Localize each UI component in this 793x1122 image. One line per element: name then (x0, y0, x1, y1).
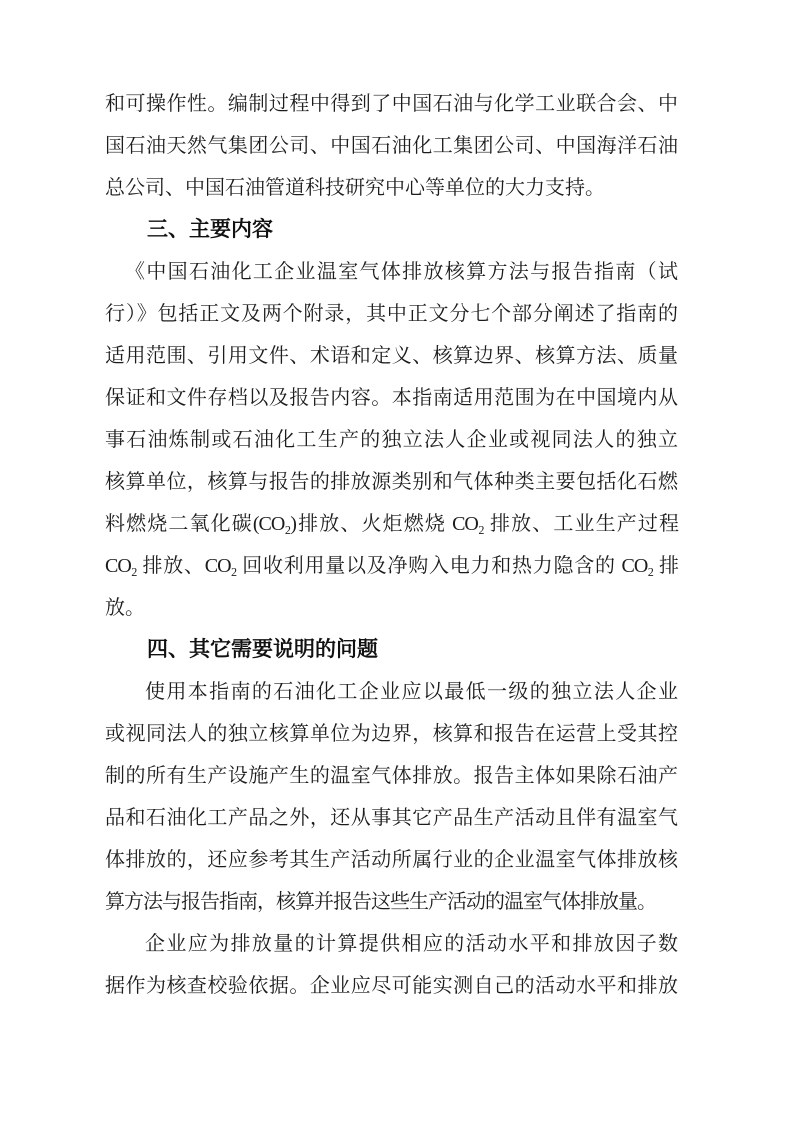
text-line: 行）》包括正文及两个附录，其中正文分七个部分阐述了指南的 (105, 303, 678, 325)
text-line: 使用本指南的石油化工企业应以最低一级的独立法人企业 (145, 681, 678, 703)
text-line: 算方法与报告指南，核算并报告这些生产活动的温室气体排放量。 (105, 891, 656, 913)
text-line: 据作为核查校验依据。企业应尽可能实测自己的活动水平和排放 (105, 975, 678, 997)
text-column (105, 83, 678, 1007)
text-line: 适用范围、引用文件、术语和定义、核算边界、核算方法、质量 (105, 345, 678, 367)
text-line: 料燃烧二氧化碳(CO₂)排放、火炬燃烧 CO₂ 排放、工业生产过程 (105, 513, 678, 535)
text-line: 制的所有生产设施产生的温室气体排放。报告主体如果除石油产 (105, 765, 678, 787)
text-line: 和可操作性。编制过程中得到了中国石油与化学工业联合会、中 (105, 93, 678, 115)
text-line: 事石油炼制或石油化工生产的独立法人企业或视同法人的独立 (105, 429, 678, 451)
text-line: 保证和文件存档以及报告内容。本指南适用范围为在中国境内从 (105, 387, 678, 409)
text-line: 企业应为排放量的计算提供相应的活动水平和排放因子数 (145, 933, 678, 955)
text-line: 核算单位，核算与报告的排放源类别和气体种类主要包括化石燃 (105, 471, 678, 493)
text-line: 品和石油化工产品之外，还从事其它产品生产活动且伴有温室气 (105, 807, 678, 829)
text-line: 总公司、中国石油管道科技研究中心等单位的大力支持。 (105, 177, 605, 199)
text-line: 国石油天然气集团公司、中国石油化工集团公司、中国海洋石油 (105, 135, 678, 157)
section-heading-4: 四、其它需要说明的问题 (147, 638, 378, 661)
text-line: 或视同法人的独立核算单位为边界，核算和报告在运营上受其控 (105, 723, 678, 745)
text-line: CO₂ 排放、CO₂ 回收利用量以及净购入电力和热力隐含的 CO₂ 排 (105, 555, 678, 577)
section-heading-3: 三、主要内容 (147, 218, 273, 241)
text-line: 放。 (105, 597, 145, 619)
text-line: 体排放的，还应参考其生产活动所属行业的企业温室气体排放核 (105, 849, 678, 871)
text-line: 《中国石油化工企业温室气体排放核算方法与报告指南（试 (125, 261, 678, 283)
